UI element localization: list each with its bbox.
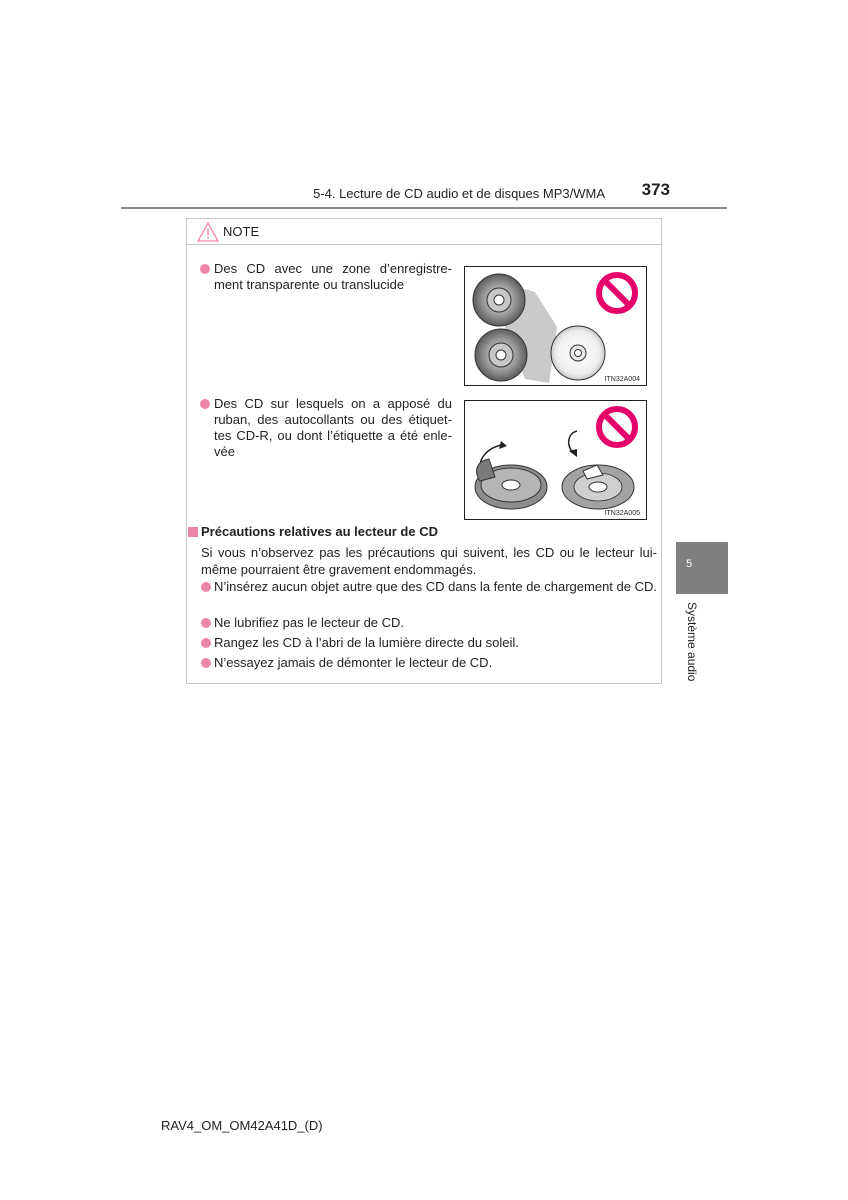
bullet-icon [201,618,211,628]
header-section-title: 5-4. Lecture de CD audio et de disques MP3/WMA [313,186,605,201]
section-intro: Si vous n’observez pas les précautions qui suivent, les CD ou le lecteur lui-même pourraient être gravement endommagés. [201,545,657,577]
transparent-cd-illustration [465,267,646,385]
footer-code: RAV4_OM_OM42A41D_(D) [161,1118,323,1133]
labeled-cd-illustration [465,401,646,519]
bullet-icon [201,658,211,668]
note-item-text: Des CD avec une zone d’enregistre-ment transparente ou translucide [214,261,452,292]
list-item [201,654,657,671]
warning-icon [197,222,219,242]
note-item-labeled-cd [200,396,452,460]
prohibited-icon [599,409,635,445]
note-item-text: Des CD sur lesquels on a apposé du ruban, des autocollants ou des étiquet-tes CD-R, ou dont l’étiquette a été enle-vée [214,396,452,459]
chapter-number: 5 [686,558,693,570]
list-item [201,634,657,651]
bullet-icon [201,582,211,592]
list-item [201,578,657,595]
bullet-icon [201,638,211,648]
figure-code: ITN32A005 [604,510,640,517]
list-item-text: Ne lubrifiez pas le lecteur de CD. [214,615,405,630]
section-marker-icon [188,527,198,537]
chapter-label: Système audio [685,602,699,682]
bullet-icon [200,399,210,409]
list-item [201,614,657,631]
figure-transparent-cd [464,266,647,386]
section-title: Précautions relatives au lecteur de CD [201,524,438,539]
section-heading [188,524,438,539]
note-header [187,219,661,245]
page-number: 373 [641,180,670,199]
bullet-icon [200,264,210,274]
header-rule [121,207,727,209]
note-label: NOTE [223,224,260,239]
chapter-tab [676,542,728,594]
note-item-transparent-cd [200,261,452,293]
list-item-text: N’essayez jamais de démonter le lecteur de CD. [214,655,493,670]
figure-labeled-cd [464,400,647,520]
prohibited-icon [599,275,635,311]
figure-code: ITN32A004 [604,376,640,383]
list-item-text: N’insérez aucun objet autre que des CD dans la fente de chargement de CD. [214,579,657,594]
list-item-text: Rangez les CD à l’abri de la lumière directe du soleil. [214,635,519,650]
